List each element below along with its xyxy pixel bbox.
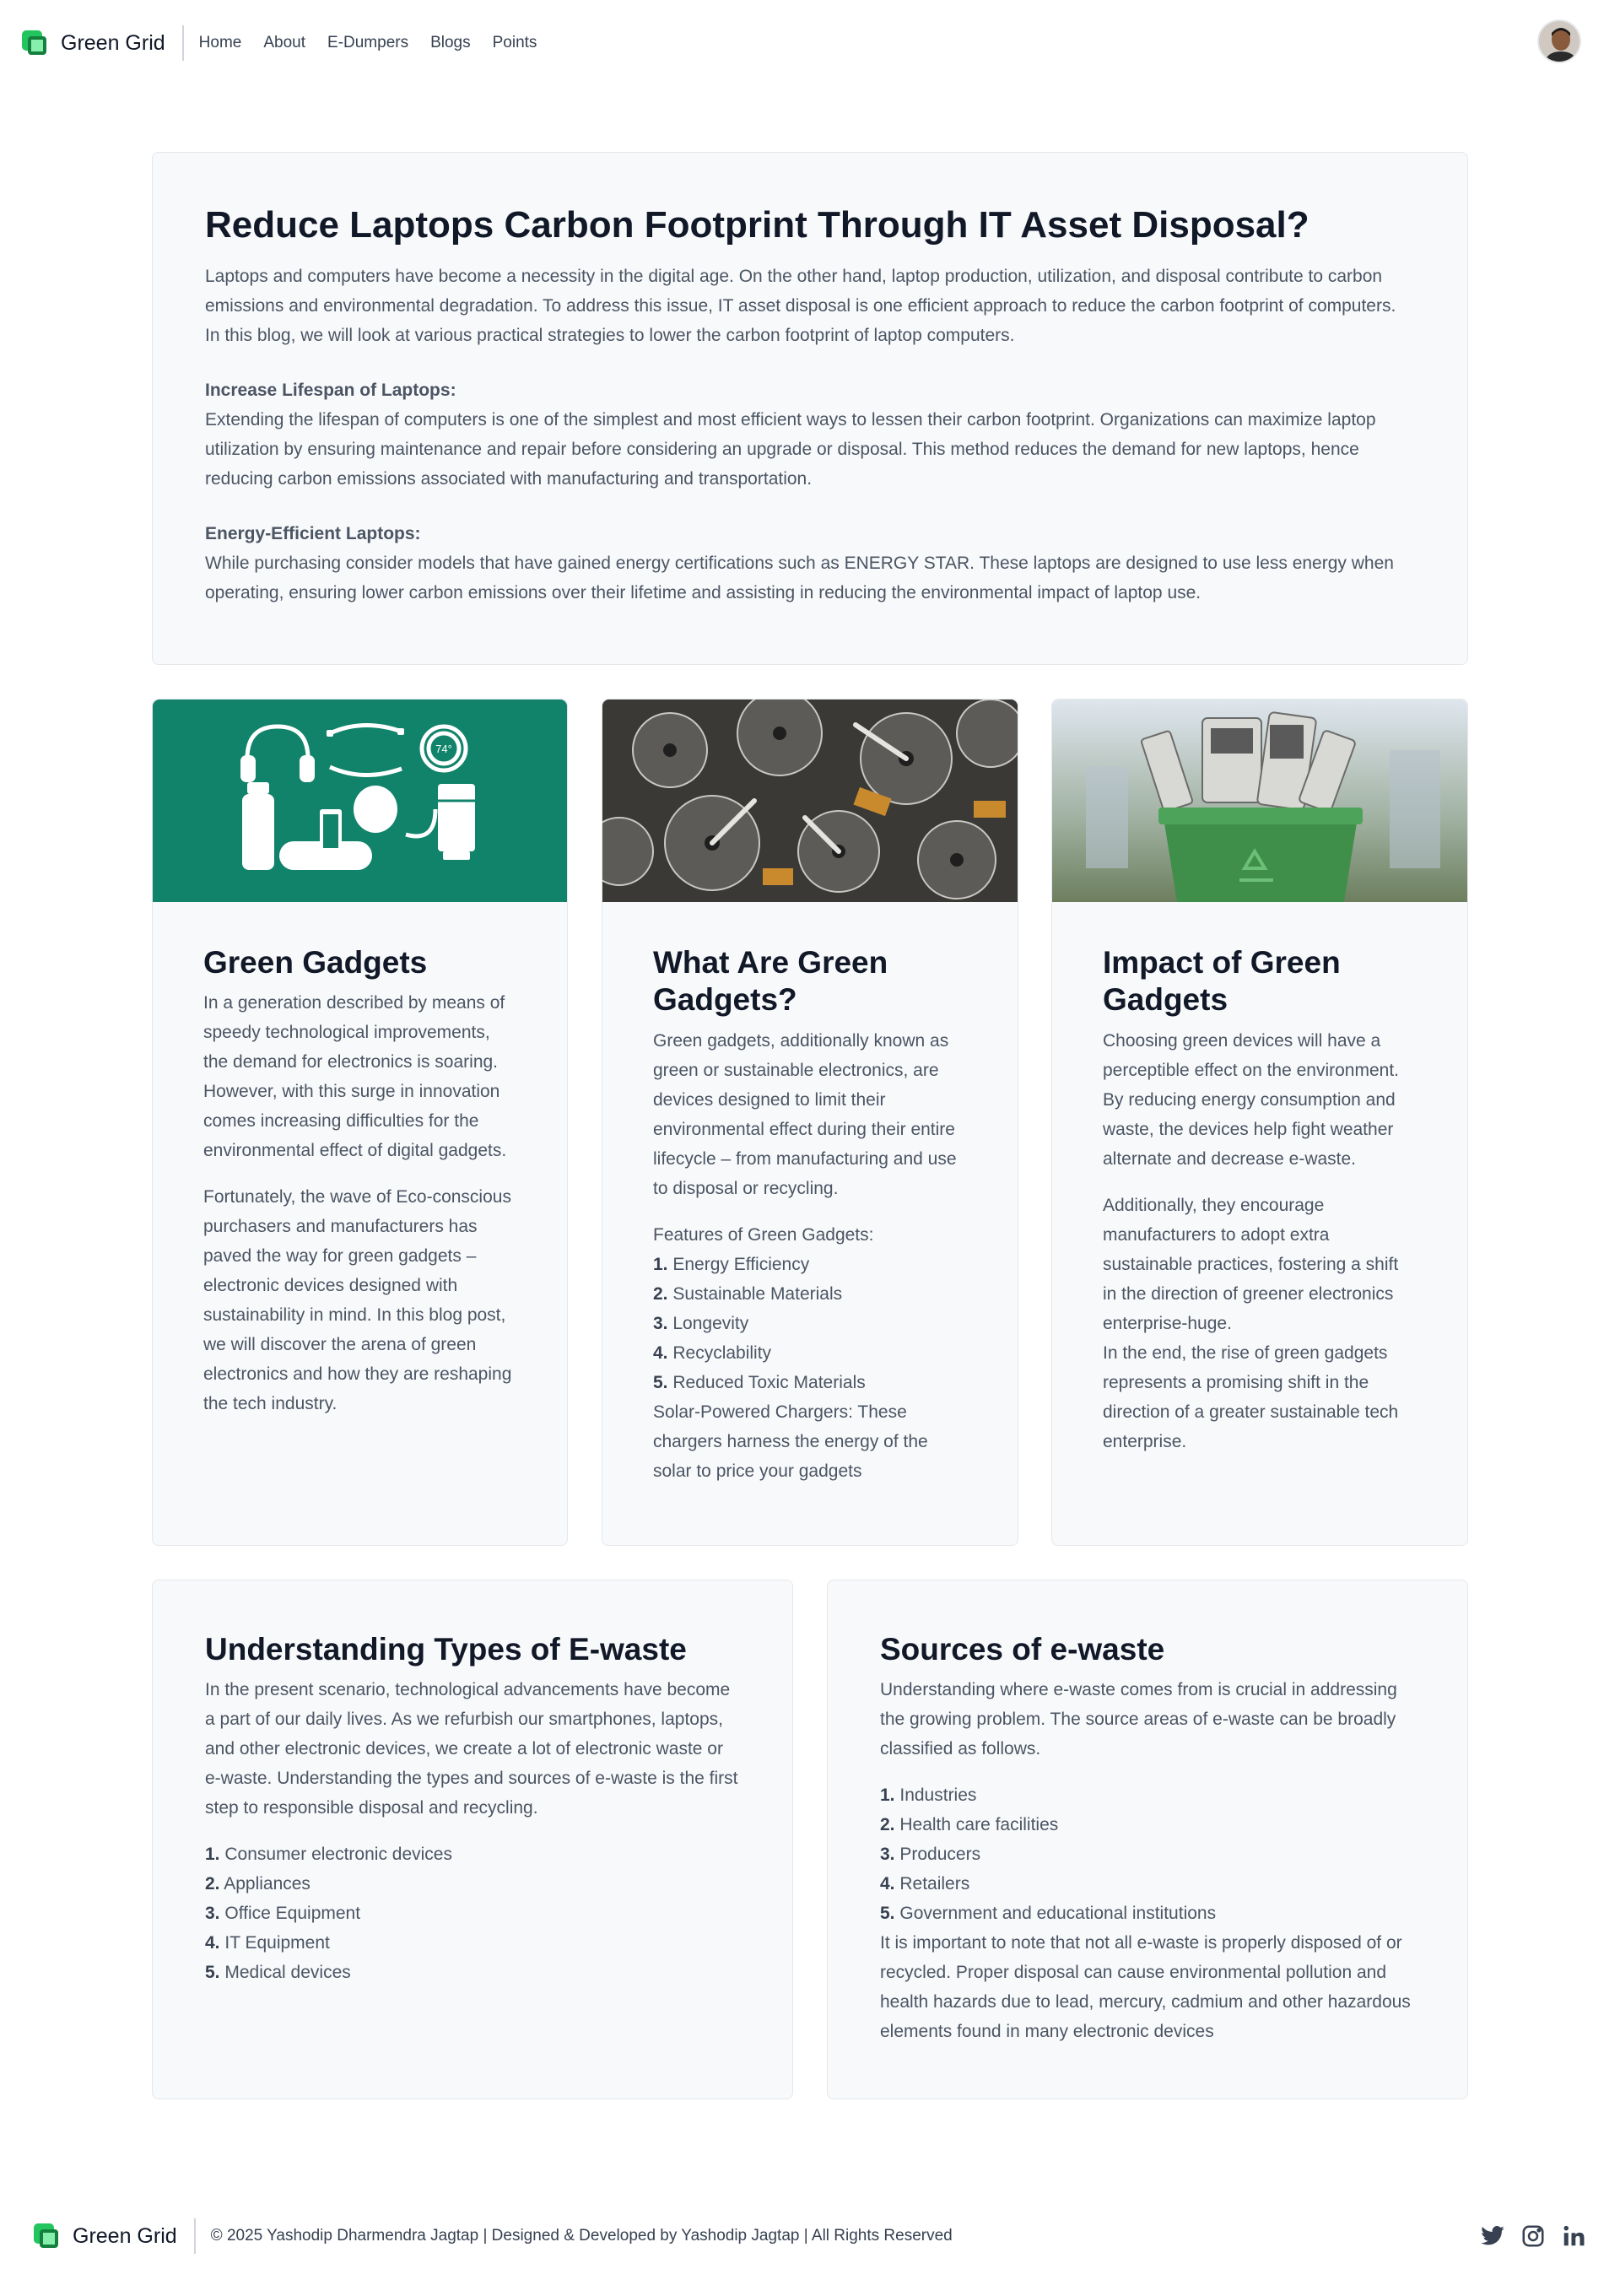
logo-icon [22,30,47,56]
list-item: 1. Industries [880,1785,977,1806]
nav-home[interactable]: Home [198,34,242,51]
section-text: While purchasing consider models that have gained energy certifications such as ENERGY STAR. These laptops are designed to use less energy when operating, ensuring lower carbon emissions over their lifetime and assisting in reducing the environmental impact of laptop use. [205,553,1394,602]
list-item: 5. Reduced Toxic Materials [653,1372,866,1392]
list-item: 3. Longevity [653,1313,749,1333]
list-item: 1. Consumer electronic devices [205,1845,452,1865]
nav-about[interactable]: About [263,34,306,51]
hero-article-card [152,152,1468,665]
user-avatar[interactable] [1537,19,1581,63]
card-impact-green-gadgets [1051,699,1468,1546]
card-paragraph: Fortunately, the wave of Eco-conscious purchasers and manufacturers has paved the way for green gadgets – electronic devices designed with sustainability in mind. In this blog post, we will discover the arena of green electronics and how they are reshaping the tech industry. [203,1187,512,1414]
ewaste-sources-list [880,1780,1415,1928]
brand[interactable] [22,30,165,56]
card-paragraph: In the present scenario, technological advancements have become a part of our daily lives. As we refurbish our smartphones, laptops, and other electronic devices, we create a lot of electronic waste or e-waste. Understanding the types and sources of e-waste is the first step to responsible disposal and recycling. [205,1680,738,1818]
card-title: Sources of e-waste [880,1632,1165,1667]
card-sources-ewaste [827,1580,1468,2099]
hard-drives-image [602,700,1018,902]
twitter-icon[interactable] [1480,2223,1505,2249]
ewaste-types-list [205,1840,740,1987]
card-paragraph: It is important to note that not all e-waste is properly disposed of or recycled. Proper disposal can cause environmental pollution and health hazards due to lead, mercury, cadmium and other hazardous elements found in many electronic devices [880,1933,1411,2042]
list-item: 3. Office Equipment [205,1904,361,1924]
section-title: Increase Lifespan of Laptops: [205,380,456,400]
list-item: 2. Appliances [205,1874,310,1894]
section-title: Energy-Efficient Laptops: [205,523,421,543]
features-label: Features of Green Gadgets: [653,1224,874,1245]
card-title: Impact of Green Gadgets [1103,945,1341,1018]
copyright-text: © 2025 Yashodip Dharmendra Jagtap | Designed & Developed by Yashodip Jagtap | All Rights Reserved [210,2227,953,2245]
instagram-icon[interactable] [1520,2223,1546,2249]
list-item: 3. Producers [880,1845,981,1865]
card-paragraph: Green gadgets, additionally known as green or sustainable electronics, are devices designed to limit their environmental effect during their entire lifecycle – from manufacturing and use to disposal or recycling. [653,1030,957,1198]
list-item: 1. Energy Efficiency [653,1254,810,1274]
brand-name: Green Grid [61,30,165,55]
card-content [653,944,967,1486]
card-paragraph: In the end, the rise of green gadgets represents a promising shift in the direction of a greater sustainable tech enterprise. [1103,1342,1399,1451]
list-item: 5. Medical devices [205,1963,351,1983]
list-item: 2. Sustainable Materials [653,1283,843,1304]
card-title: What Are Green Gadgets? [653,945,888,1018]
header-divider [182,25,184,61]
list-item: 5. Government and educational institutions [880,1904,1217,1924]
list-item: 4. Retailers [880,1874,970,1894]
brand-name: Green Grid [73,2223,177,2248]
list-item: 2. Health care facilities [880,1815,1059,1835]
card-content [1103,944,1417,1456]
card-title: Green Gadgets [203,945,428,980]
nav-points[interactable]: Points [492,34,537,51]
site-header [0,0,1620,86]
card-paragraph: Choosing green devices will have a perceptible effect on the environment. By reducing energy consumption and waste, the devices help fight weather alternate and decrease e-waste. [1103,1030,1400,1169]
social-links [1480,2223,1586,2249]
card-types-ewaste [152,1580,793,2099]
ewaste-bin-image [1052,700,1467,902]
card-paragraph: In a generation described by means of speedy technological improvements, the demand for electronics is soaring. However, with this surge in innovation comes increasing difficulties for the environmental effect of digital gadgets. [203,993,507,1161]
card-paragraph: Additionally, they encourage manufacturers to adopt extra sustainable practices, fostering a shift in the direction of greener electronics enterprise-huge. [1103,1195,1399,1333]
logo-icon [34,2223,59,2249]
article-title: Reduce Laptops Carbon Footprint Through IT Asset Disposal? [205,204,1310,246]
list-item: 4. IT Equipment [205,1933,330,1953]
card-what-are-green-gadgets [602,699,1018,1546]
gadgets-illustration-image [153,700,567,902]
site-footer [0,2194,1620,2278]
section-lifespan [205,375,1415,494]
section-energy [205,519,1415,608]
watch-temperature: 74° [435,743,452,755]
features-list [653,1250,967,1397]
list-item: 4. Recyclability [653,1342,772,1363]
card-paragraph: Solar-Powered Chargers: These chargers harness the energy of the solar to price your gadgets [653,1402,928,1481]
linkedin-icon[interactable] [1561,2223,1586,2249]
nav-e-dumpers[interactable]: E-Dumpers [327,34,409,51]
nav-blogs[interactable]: Blogs [430,34,471,51]
footer-brand[interactable] [34,2223,177,2249]
main-nav [199,34,537,52]
section-text: Extending the lifespan of computers is one of the simplest and most efficient ways to lessen their carbon footprint. Organizations can maximize laptop utilization by ensuring maintenance and repair before considering an upgrade or disposal. This method reduces the demand for new laptops, hence reducing carbon emissions associated with manufacturing and transportation. [205,409,1376,489]
card-title: Understanding Types of E-waste [205,1632,687,1667]
card-paragraph: Understanding where e-waste comes from is crucial in addressing the growing problem. The source areas of e-waste can be broadly classified as follows. [880,1680,1397,1759]
card-content [203,944,516,1418]
card-green-gadgets [152,699,568,1546]
article-intro: Laptops and computers have become a necessity in the digital age. On the other hand, laptop production, utilization, and disposal contribute to carbon emissions and environmental degradation. To address this issue, IT asset disposal is one efficient approach to reduce the carbon footprint of computers. In this blog, we will look at various practical strategies to lower the carbon footprint of laptop computers. [205,266,1396,345]
footer-divider [194,2218,196,2254]
